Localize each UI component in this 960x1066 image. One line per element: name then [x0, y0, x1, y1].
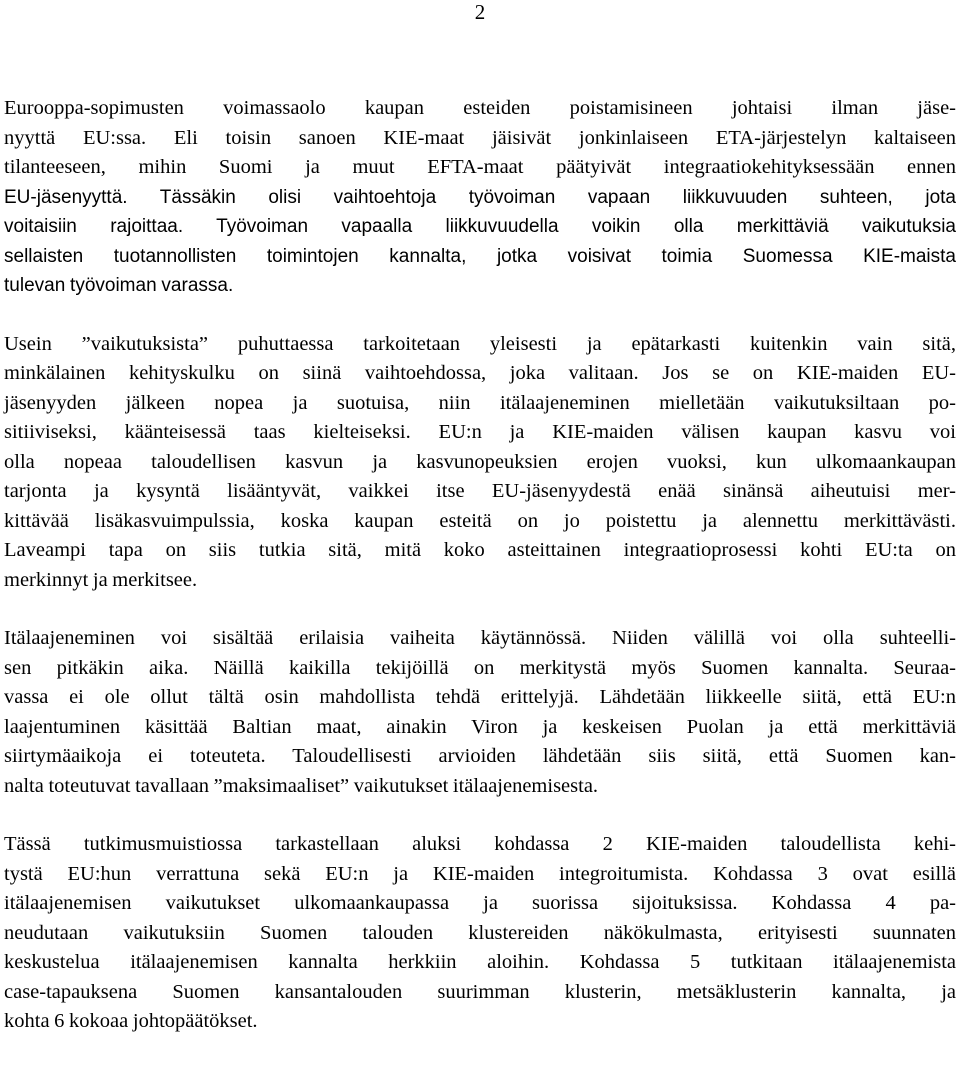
document-body — [4, 94, 956, 1066]
text-line: kohta 6 kokoaa johtopäätökset. — [4, 1010, 258, 1032]
text-line: sellaisten tuotannollisten toimintojen kannalta, jotka voisivat toimia Suomessa KIE-maista — [4, 245, 956, 267]
text-line: nalta toteutuvat tavallaan ”maksimaaliset” vaikutukset itälaajenemisesta. — [4, 774, 599, 797]
text-line: sitiiviseksi, käänteisessä taas kielteiseksi. EU:n ja KIE-maiden välisen kaupan kasvu voi — [4, 421, 956, 443]
text-line: itälaajenemisen vaikutukset ulkomaankaupassa ja suorissa sijoituksissa. Kohdassa 4 pa- — [4, 892, 956, 914]
text-line: tystä EU:hun verrattuna sekä EU:n ja KIE-maiden integroitumista. Kohdassa 3 ovat esillä — [4, 862, 956, 885]
text-line: sen pitkäkin aika. Näillä kaikilla tekijöillä on merkitystä myös Suomen kannalta. Seuraa- — [4, 656, 956, 679]
text-line: vassa ei ole ollut tältä osin mahdollista tehdä erittelyjä. Lähdetään liikkeelle siitä, että EU:n — [4, 686, 956, 708]
paragraph-1 — [4, 94, 956, 301]
text-line: siirtymäaikoja ei toteuteta. Taloudellisesti arvioiden lähdetään siis siitä, että Suomen kan- — [4, 745, 956, 767]
text-line: minkälainen kehityskulku on siinä vaihtoehdossa, joka valitaan. Jos se on KIE-maiden EU- — [4, 362, 956, 384]
text-line: kittävää lisäkasvuimpulssia, koska kaupan esteitä on jo poistettu ja alennettu merkittävästi. — [4, 509, 956, 532]
text-line: olla nopeaa taloudellisen kasvun ja kasvunopeuksien erojen vuoksi, kun ulkomaankaupan — [4, 450, 956, 473]
text-line: EU-jäsenyyttä. Tässäkin olisi vaihtoehtoja työvoiman vapaan liikkuvuuden suhteen, jota — [4, 186, 956, 208]
text-line: tulevan työvoiman varassa. — [4, 275, 234, 296]
paragraph-4 — [4, 830, 956, 1037]
text-line: Laveampi tapa on siis tutkia sitä, mitä koko asteittainen integraatioprosessi kohti EU:ta on — [4, 539, 956, 561]
text-line: keskustelua itälaajenemisen kannalta herkkiin aloihin. Kohdassa 5 tutkitaan itälaajenemista — [4, 951, 956, 973]
text-line: merkinnyt ja merkitsee. — [4, 568, 198, 591]
text-line: neudutaan vaikutuksiin Suomen talouden klustereiden näkökulmasta, erityisesti suunnaten — [4, 921, 956, 944]
text-line: Tässä tutkimusmuistiossa tarkastellaan aluksi kohdassa 2 KIE-maiden taloudellista kehi- — [4, 833, 956, 855]
paragraph-3 — [4, 624, 956, 801]
page-number: 2 — [474, 0, 486, 24]
text-line: Usein ”vaikutuksista” puhuttaessa tarkoitetaan yleisesti ja epätarkasti kuitenkin vain sitä, — [4, 332, 956, 355]
text-line: voitaisiin rajoittaa. Työvoiman vapaalla liikkuvuudella voikin olla merkittäviä vaikutuksia — [4, 216, 956, 237]
paragraph-2 — [4, 330, 956, 596]
text-line: jäsenyyden jälkeen nopea ja suotuisa, niin itälaajeneminen mielletään vaikutuksiltaan po- — [4, 391, 956, 414]
text-line: tarjonta ja kysyntä lisääntyvät, vaikkei itse EU-jäsenyydestä enää sinänsä aiheutuisi mer- — [4, 480, 956, 502]
text-line: case-tapauksena Suomen kansantalouden suurimman klusterin, metsäklusterin kannalta, ja — [4, 980, 956, 1003]
text-line: tilanteeseen, mihin Suomi ja muut EFTA-maat päätyivät integraatiokehityksessään ennen — [4, 156, 956, 178]
text-line: Eurooppa-sopimusten voimassaolo kaupan esteiden poistamisineen johtaisi ilman jäse- — [4, 97, 956, 119]
text-line: Itälaajeneminen voi sisältää erilaisia vaiheita käytännössä. Niiden välillä voi olla suhteelli- — [4, 627, 956, 649]
text-line: laajentuminen käsittää Baltian maat, ainakin Viron ja keskeisen Puolan ja että merkittäviä — [4, 715, 956, 738]
text-line: nyyttä EU:ssa. Eli toisin sanoen KIE-maat jäisivät jonkinlaiseen ETA-järjestelyn kaltaiseen — [4, 126, 956, 149]
